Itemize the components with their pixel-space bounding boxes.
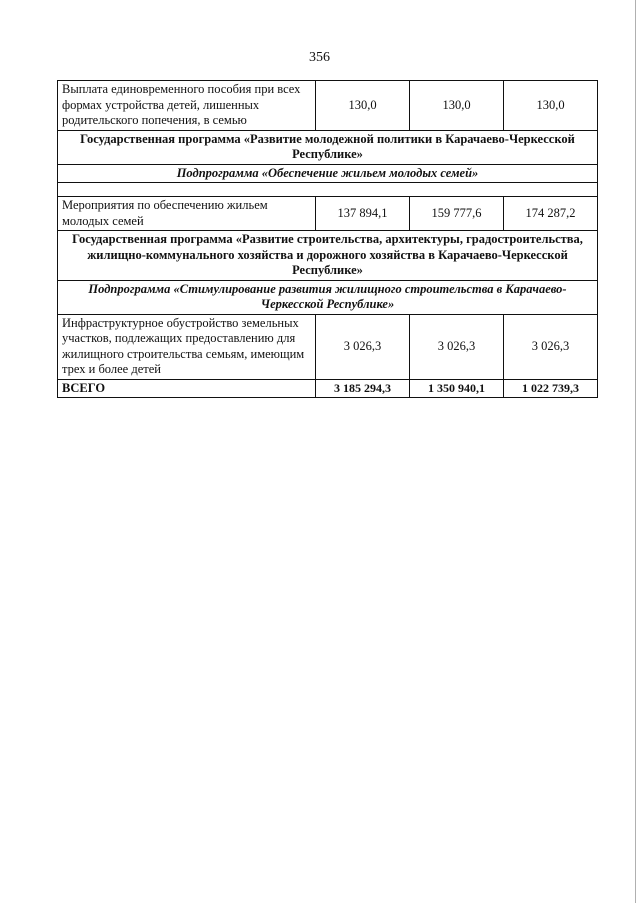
subprogram-header-row	[58, 164, 598, 183]
program-header-row	[58, 130, 598, 164]
table-row	[58, 197, 598, 231]
total-value-1: 3 185 294,3	[316, 379, 410, 398]
row-value-1: 137 894,1	[316, 197, 410, 231]
total-label: ВСЕГО	[58, 379, 316, 398]
subprogram-title: Подпрограмма «Стимулирование развития жилищного строительства в Карачаево-Черкесской Республике»	[58, 280, 598, 314]
empty-row	[58, 183, 598, 197]
row-value-2: 130,0	[410, 81, 504, 131]
program-title: Государственная программа «Развитие молодежной политики в Карачаево-Черкесской Республике»	[58, 130, 598, 164]
row-label: Выплата единовременного пособия при всех формах устройства детей, лишенных родительского попечения, в семью	[58, 81, 316, 131]
table-row	[58, 314, 598, 379]
total-row	[58, 379, 598, 398]
row-value-3: 174 287,2	[504, 197, 598, 231]
table-row	[58, 81, 598, 131]
subprogram-header-row	[58, 280, 598, 314]
budget-table	[57, 80, 598, 398]
program-header-row	[58, 231, 598, 281]
empty-cell	[58, 183, 598, 197]
row-value-2: 159 777,6	[410, 197, 504, 231]
row-value-2: 3 026,3	[410, 314, 504, 379]
row-value-3: 130,0	[504, 81, 598, 131]
row-value-3: 3 026,3	[504, 314, 598, 379]
row-value-1: 130,0	[316, 81, 410, 131]
program-title: Государственная программа «Развитие строительства, архитектуры, градостроительства, жилищно-коммунального хозяйства и дорожного хозяйства в Карачаево-Черкесской Республике»	[58, 231, 598, 281]
total-value-3: 1 022 739,3	[504, 379, 598, 398]
total-value-2: 1 350 940,1	[410, 379, 504, 398]
subprogram-title: Подпрограмма «Обеспечение жильем молодых семей»	[58, 164, 598, 183]
page-number: 356	[309, 50, 330, 65]
row-value-1: 3 026,3	[316, 314, 410, 379]
scan-edge-line	[635, 0, 636, 903]
row-label: Мероприятия по обеспечению жильем молодых семей	[58, 197, 316, 231]
row-label: Инфраструктурное обустройство земельных участков, подлежащих предоставлению для жилищного строительства семьям, имеющим трех и более детей	[58, 314, 316, 379]
